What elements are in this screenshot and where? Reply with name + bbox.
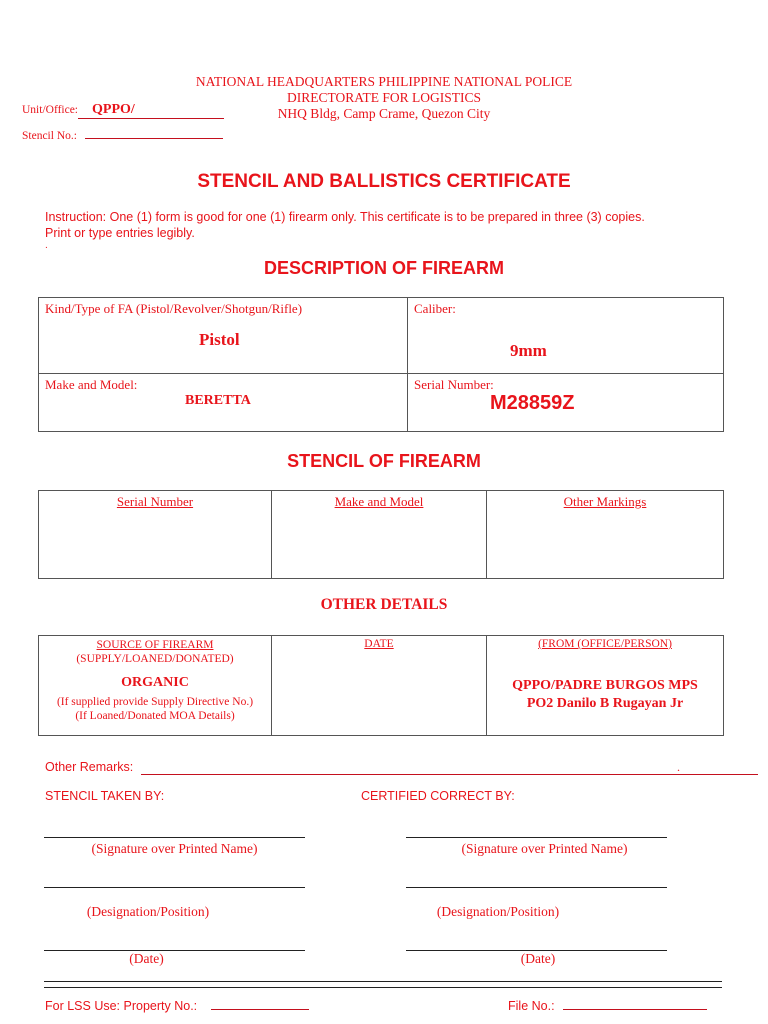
unit-office-label: Unit/Office:: [22, 104, 78, 116]
description-table: [38, 297, 724, 432]
source-value: ORGANIC: [121, 675, 189, 690]
file-no-field: [508, 997, 707, 1013]
other-details-title: OTHER DETAILS: [320, 596, 448, 613]
source-cell[interactable]: [39, 636, 272, 736]
serial-value: M28859Z: [490, 392, 575, 414]
make-label: Make and Model:: [45, 377, 138, 392]
from-value-1: QPPO/PADRE BURGOS MPS: [512, 678, 698, 693]
stencil-no-field: [22, 126, 223, 142]
kind-label: Kind/Type of FA (Pistol/Revolver/Shotgun/Rifle): [45, 301, 303, 316]
stencil-make-cell[interactable]: [272, 491, 487, 579]
property-no-input[interactable]: [211, 997, 309, 1010]
unit-office-field: [22, 102, 224, 119]
certificate-title: STENCIL AND BALLISTICS CERTIFICATE: [197, 171, 571, 192]
serial-label: Serial Number:: [414, 377, 494, 392]
remarks-line[interactable]: [141, 774, 758, 775]
certified-correct-by-label: CERTIFIED CORRECT BY:: [361, 789, 515, 803]
stencil-table: [38, 490, 724, 579]
caliber-cell[interactable]: [408, 298, 724, 374]
unit-office-value[interactable]: QPPO/: [78, 102, 224, 119]
make-cell[interactable]: [39, 374, 408, 432]
file-no-label: File No.:: [508, 999, 555, 1013]
instruction-text: [45, 209, 745, 251]
stencil-col-markings: Other Markings: [563, 494, 647, 509]
header-line-2: DIRECTORATE FOR LOGISTICS: [286, 90, 482, 105]
from-cell[interactable]: [487, 636, 724, 736]
right-signature-line[interactable]: [406, 837, 667, 838]
source-head: SOURCE OF FIREARM: [96, 639, 214, 651]
stencil-serial-cell[interactable]: [39, 491, 272, 579]
date-head: DATE: [364, 638, 394, 650]
source-sub: (SUPPLY/LOANED/DONATED): [76, 653, 234, 665]
source-note-1: (If supplied provide Supply Directive No.): [56, 696, 254, 708]
other-details-table: [38, 635, 724, 736]
stencil-markings-cell[interactable]: [487, 491, 724, 579]
right-designation-caption: (Designation/Position): [436, 904, 560, 919]
header-line-1: NATIONAL HEADQUARTERS PHILIPPINE NATIONAL POLICE: [195, 74, 573, 89]
kind-cell[interactable]: [39, 298, 408, 374]
left-signature-caption: (Signature over Printed Name): [91, 841, 258, 856]
stencil-no-label: Stencil No.:: [22, 130, 77, 142]
left-signature-line[interactable]: [44, 837, 305, 838]
serial-cell[interactable]: [408, 374, 724, 432]
right-signature-caption: (Signature over Printed Name): [461, 841, 628, 856]
instruction-line-1: Instruction: One (1) form is good for one (1) firearm only. This certificate is to be prepared in three (3) copies.: [45, 210, 645, 224]
lss-property-label: For LSS Use: Property No.:: [45, 999, 198, 1013]
right-designation-line[interactable]: [406, 887, 667, 888]
file-no-input[interactable]: [563, 997, 707, 1010]
left-designation-line[interactable]: [44, 887, 305, 888]
make-value: BERETTA: [185, 393, 251, 408]
from-value-2: PO2 Danilo B Rugayan Jr: [526, 696, 684, 711]
left-date-caption: (Date): [129, 951, 164, 966]
stencil-no-value[interactable]: [85, 126, 223, 139]
lss-property-field: [45, 997, 309, 1013]
footer-rule-top: [44, 981, 722, 982]
header-line-3: NHQ Bldg, Camp Crame, Quezon City: [277, 106, 491, 121]
description-section-title: DESCRIPTION OF FIREARM: [263, 258, 504, 278]
left-designation-caption: (Designation/Position): [86, 904, 210, 919]
remarks-end: .: [677, 760, 680, 774]
from-head: (FROM (OFFICE/PERSON): [538, 638, 672, 650]
caliber-label: Caliber:: [414, 301, 456, 316]
instruction-line-3: .: [45, 240, 48, 251]
right-date-caption: (Date): [520, 951, 556, 966]
source-note-2: (If Loaned/Donated MOA Details): [75, 710, 235, 722]
kind-value: Pistol: [199, 330, 240, 349]
date-cell[interactable]: [272, 636, 487, 736]
stencil-section-title: STENCIL OF FIREARM: [287, 451, 481, 471]
caliber-value: 9mm: [510, 341, 547, 360]
instruction-line-2: Print or type entries legibly.: [45, 226, 195, 240]
stencil-col-make: Make and Model: [334, 494, 424, 509]
remarks-label: Other Remarks:: [45, 760, 134, 774]
stencil-taken-by-label: STENCIL TAKEN BY:: [45, 789, 165, 803]
footer-rule-bottom: [44, 987, 722, 988]
stencil-col-serial: Serial Number: [116, 494, 194, 509]
